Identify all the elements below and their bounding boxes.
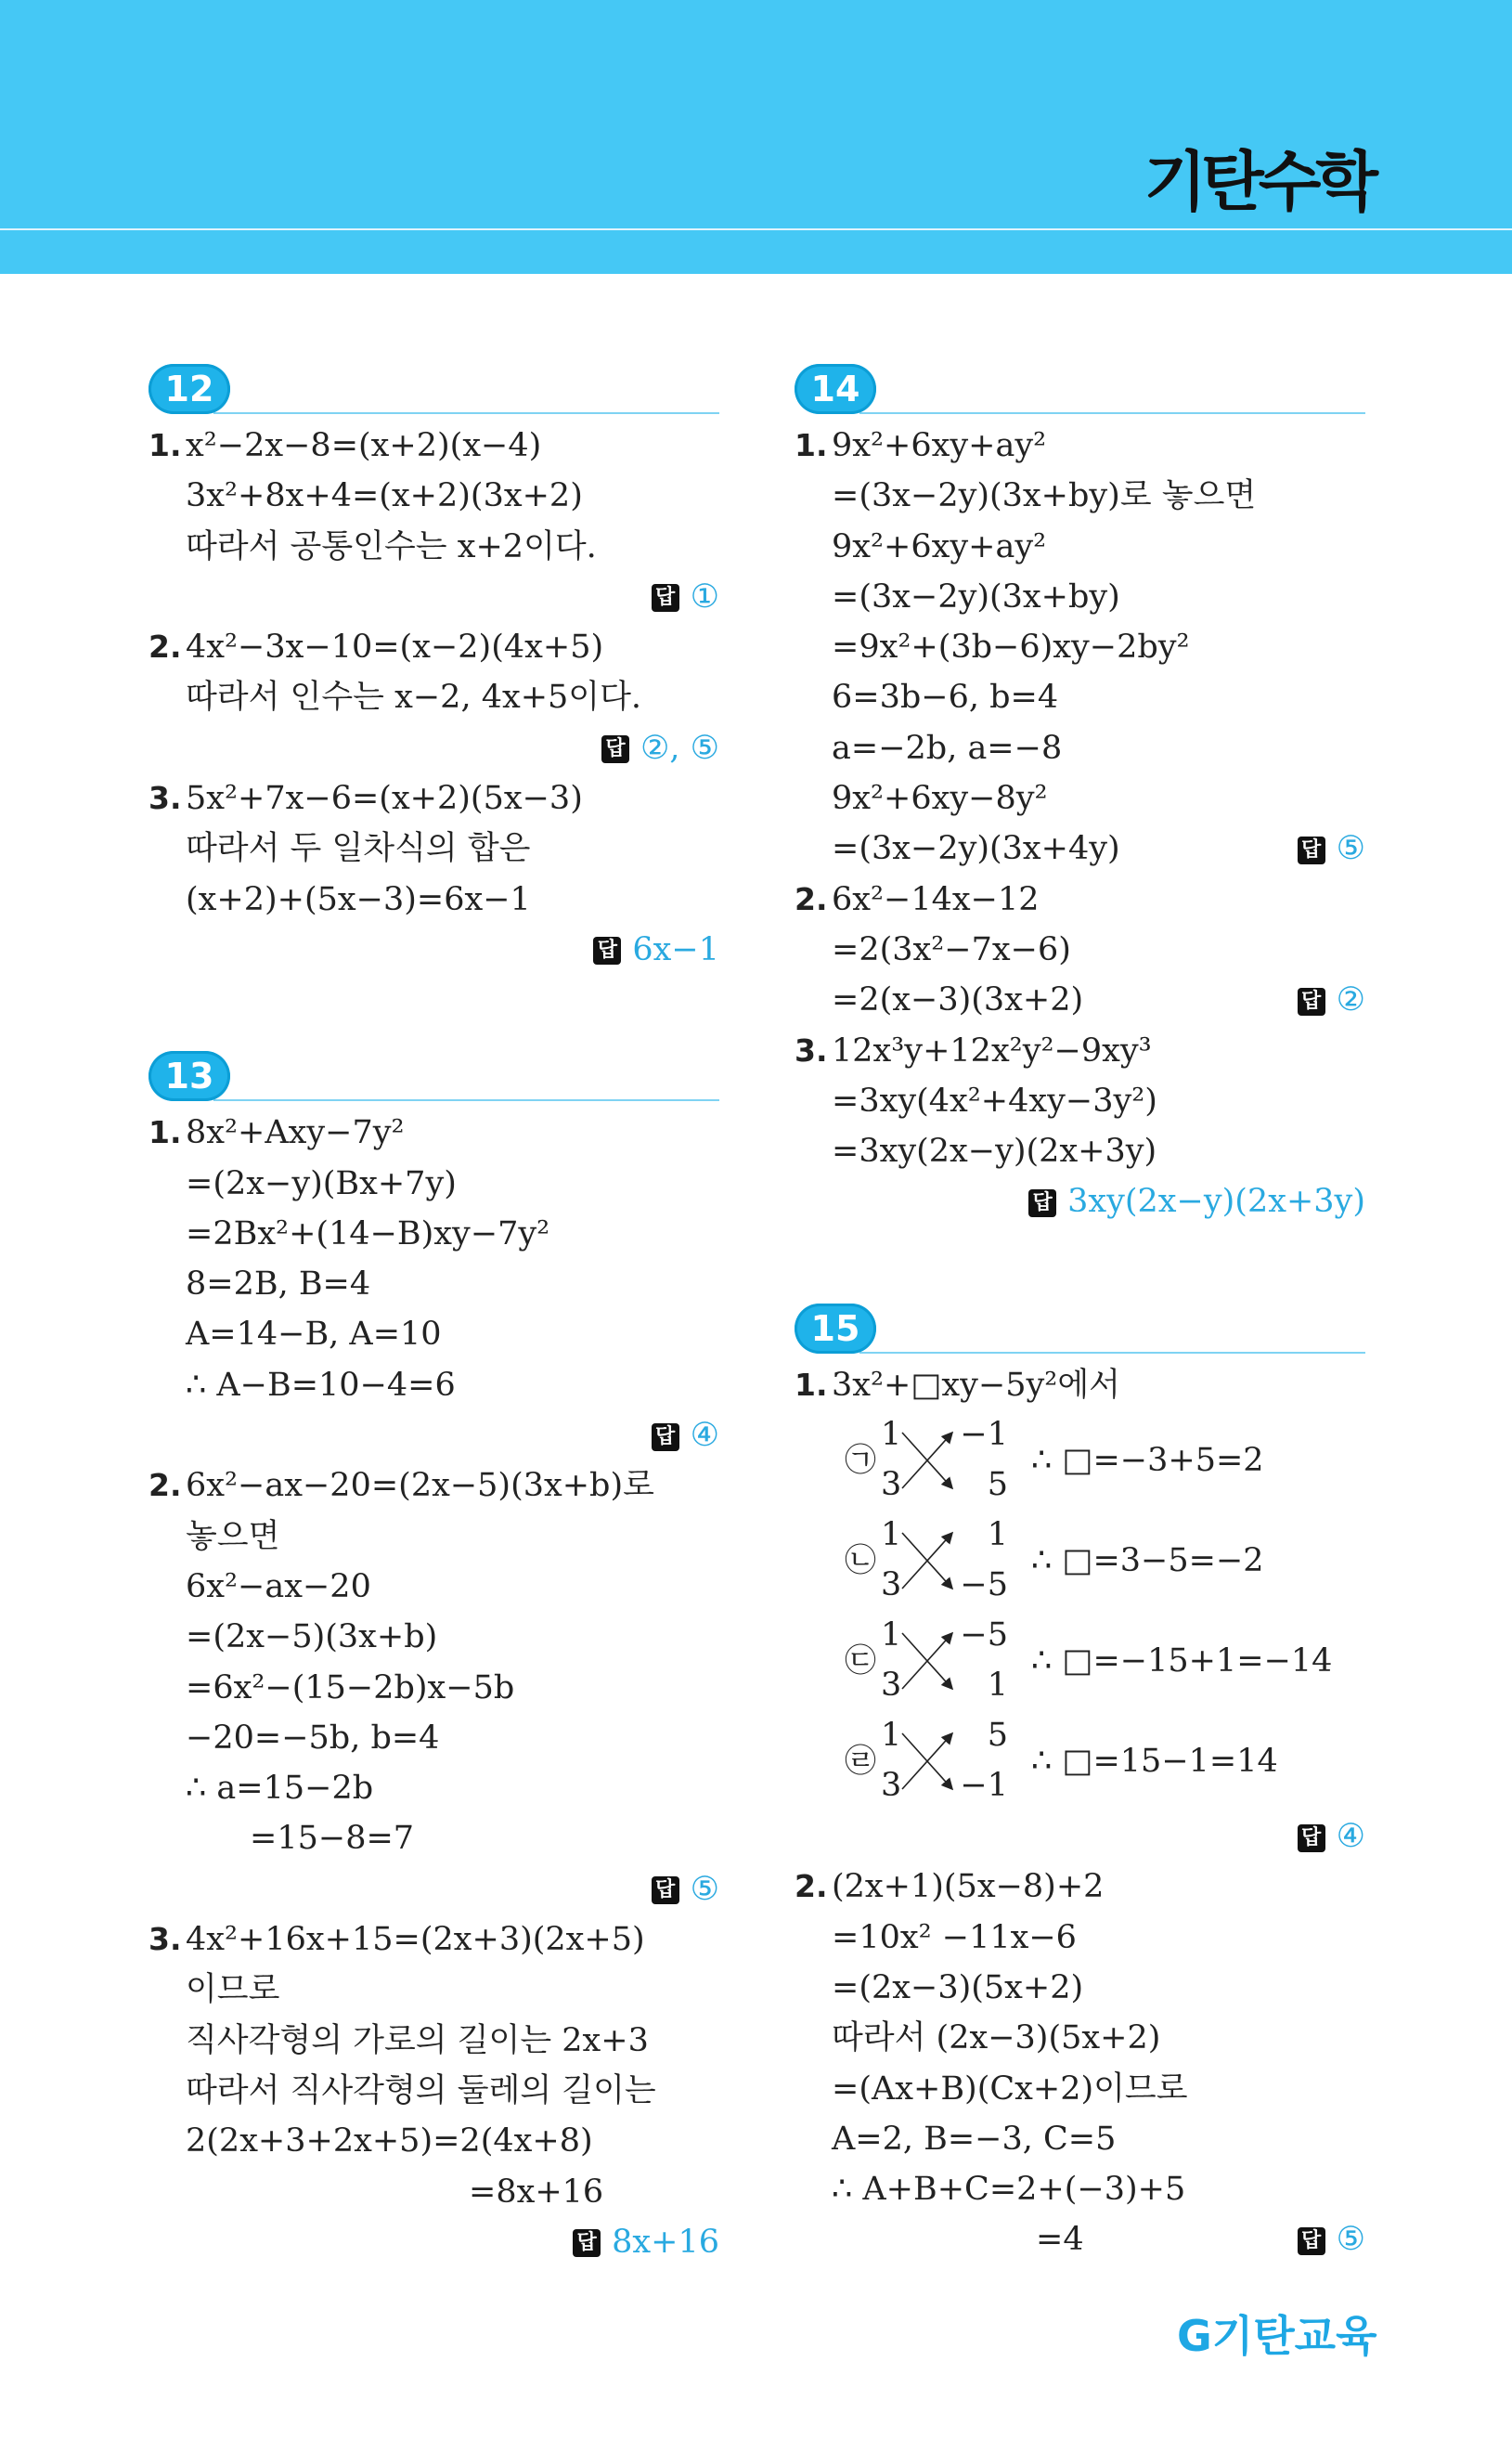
publisher-logo: G기탄교육 xyxy=(1177,2311,1377,2361)
left-bottom-factor: 3 xyxy=(881,1466,902,1504)
page-header-band xyxy=(0,0,1512,274)
solution-line xyxy=(149,522,719,572)
item-number: 1. xyxy=(795,1366,828,1403)
solution-text: A=2, B=−3, C=5 xyxy=(832,2120,1117,2158)
solution-text: 6x²−14x−12 xyxy=(832,880,1040,918)
solution-text: 3x²+8x+4=(x+2)(3x+2) xyxy=(186,477,583,515)
solution-line xyxy=(795,925,1365,975)
solution-line xyxy=(795,572,1365,622)
answer xyxy=(149,925,719,975)
case-label: ㉣ xyxy=(845,1743,876,1781)
cross-multiplication-row xyxy=(795,1711,1365,1811)
solution-text: 3x²+□xy−5y²에서 xyxy=(832,1366,1120,1404)
answer xyxy=(795,1176,1365,1226)
solution-line xyxy=(149,1663,719,1713)
solution-line xyxy=(795,622,1365,672)
solution-text: 9x²+6xy+ay² xyxy=(832,527,1047,565)
cross-result: ∴ □=3−5=−2 xyxy=(1031,1542,1264,1580)
left-top-factor: 1 xyxy=(881,1616,902,1654)
answer xyxy=(149,1410,719,1460)
case-label: ㉠ xyxy=(845,1442,876,1480)
solution-text: =9x²+(3b−6)xy−2by² xyxy=(832,629,1190,667)
case-label: ㉡ xyxy=(845,1542,876,1580)
solution-line xyxy=(795,975,1365,1025)
answer-marker-icon: 답 xyxy=(1298,988,1325,1016)
solution-line xyxy=(149,622,719,672)
answer xyxy=(1298,975,1365,1025)
section-header xyxy=(149,1051,719,1101)
right-column xyxy=(795,364,1365,2265)
solution-text: =3xy(2x−y)(2x+3y) xyxy=(832,1133,1157,1171)
right-bottom-factor: −1 xyxy=(960,1767,1008,1805)
solution-text: (2x+1)(5x−8)+2 xyxy=(832,1868,1105,1906)
answer-value: ⑤ xyxy=(1336,830,1365,868)
solution-text: 따라서 두 일차식의 합은 xyxy=(186,830,531,868)
solution-line xyxy=(795,2164,1365,2214)
answer xyxy=(1298,2214,1365,2264)
solution-line xyxy=(149,1612,719,1662)
answer-value: ⑤ xyxy=(690,1870,719,1908)
answer-value: ②, ⑤ xyxy=(640,729,719,767)
solution-text: =15−8=7 xyxy=(250,1820,415,1858)
solution-line xyxy=(149,2016,719,2066)
solution-text: 따라서 (2x−3)(5x+2) xyxy=(832,2019,1161,2057)
solution-text: ∴ A−B=10−4=6 xyxy=(186,1366,456,1404)
answer-value: ① xyxy=(690,577,719,616)
solution-text: 직사각형의 가로의 길이는 2x+3 xyxy=(186,2021,649,2059)
right-top-factor: 5 xyxy=(987,1717,1008,1755)
left-top-factor: 1 xyxy=(881,1717,902,1755)
solution-text: 8x²+Axy−7y² xyxy=(186,1114,405,1152)
problem-section xyxy=(149,364,719,975)
solution-line xyxy=(795,2064,1365,2114)
right-bottom-factor: 5 xyxy=(987,1466,1008,1504)
section-header xyxy=(795,1304,1365,1354)
answer-marker-icon: 답 xyxy=(1028,1189,1056,1217)
item-number: 1. xyxy=(149,427,182,463)
section-number-badge: 12 xyxy=(149,364,230,414)
solution-line xyxy=(149,1259,719,1309)
solution-text: A=14−B, A=10 xyxy=(186,1316,442,1354)
solution-text: 4x²−3x−10=(x−2)(4x+5) xyxy=(186,629,604,667)
solution-line xyxy=(149,672,719,722)
answer-marker-icon: 답 xyxy=(1298,837,1325,864)
left-bottom-factor: 3 xyxy=(881,1566,902,1604)
solution-text: =8x+16 xyxy=(469,2173,604,2211)
answer-marker-icon: 답 xyxy=(601,735,629,763)
right-top-factor: −1 xyxy=(960,1416,1008,1454)
answer-marker-icon: 답 xyxy=(652,1876,679,1904)
solution-text: 2(2x+3+2x+5)=2(4x+8) xyxy=(186,2122,593,2160)
solution-text: =(2x−5)(3x+b) xyxy=(186,1618,438,1656)
solution-text: 8=2B, B=4 xyxy=(186,1265,371,1304)
right-bottom-factor: −5 xyxy=(960,1566,1008,1604)
answer-value: ④ xyxy=(1336,1818,1365,1856)
solution-text: =(3x−2y)(3x+4y) xyxy=(832,830,1120,868)
solution-line xyxy=(795,1360,1365,1410)
problem-section xyxy=(795,1304,1365,2265)
section-rule xyxy=(213,412,719,414)
solution-text: 따라서 인수는 x−2, 4x+5이다. xyxy=(186,679,642,717)
solution-line xyxy=(149,875,719,925)
left-bottom-factor: 3 xyxy=(881,1667,902,1705)
cross-result: ∴ □=−3+5=2 xyxy=(1031,1442,1264,1480)
solution-line xyxy=(795,2214,1365,2264)
answer-value: 8x+16 xyxy=(612,2223,719,2261)
section-rule xyxy=(859,1352,1365,1354)
answer-value: ④ xyxy=(690,1417,719,1455)
solution-line xyxy=(149,1108,719,1158)
solution-line xyxy=(795,471,1365,521)
solution-text: 9x²+6xy+ay² xyxy=(832,427,1047,464)
solution-line xyxy=(795,1913,1365,1963)
solution-line xyxy=(149,1360,719,1410)
solution-line xyxy=(149,421,719,471)
solution-line xyxy=(795,773,1365,824)
cross-result: ∴ □=−15+1=−14 xyxy=(1031,1642,1333,1680)
solution-text: =(2x−3)(5x+2) xyxy=(832,1968,1084,2006)
solution-line xyxy=(795,1026,1365,1076)
solution-line xyxy=(149,1209,719,1259)
header-divider xyxy=(0,228,1512,230)
answer-marker-icon: 답 xyxy=(652,584,679,612)
cross-arrows-icon xyxy=(898,1724,958,1798)
solution-line xyxy=(795,421,1365,471)
solution-text: 따라서 공통인수는 x+2이다. xyxy=(186,527,597,565)
solution-text: a=−2b, a=−8 xyxy=(832,729,1063,767)
solution-text: x²−2x−8=(x+2)(x−4) xyxy=(186,427,542,464)
solution-text: 따라서 직사각형의 둘레의 길이는 xyxy=(186,2071,656,2109)
solution-line xyxy=(149,1813,719,1863)
solution-line xyxy=(795,522,1365,572)
solution-line xyxy=(149,471,719,521)
answer xyxy=(149,572,719,622)
answer-marker-icon: 답 xyxy=(573,2229,601,2257)
cross-multiplication-row xyxy=(795,1611,1365,1711)
answer-value: ② xyxy=(1336,981,1365,1019)
solution-text: 이므로 xyxy=(186,1971,280,2009)
item-number: 3. xyxy=(149,780,182,817)
solution-line xyxy=(149,1309,719,1359)
solution-line xyxy=(795,2114,1365,2164)
solution-text: 놓으면 xyxy=(186,1517,280,1555)
solution-text: =2Bx²+(14−B)xy−7y² xyxy=(186,1214,550,1252)
solution-text: =4 xyxy=(1036,2221,1084,2259)
solution-text: =3xy(4x²+4xy−3y²) xyxy=(832,1082,1157,1120)
section-rule xyxy=(859,412,1365,414)
solution-line xyxy=(795,1963,1365,2013)
cross-multiplication-row xyxy=(795,1511,1365,1611)
right-bottom-factor: 1 xyxy=(987,1667,1008,1705)
item-number: 3. xyxy=(795,1031,828,1069)
cross-result: ∴ □=15−1=14 xyxy=(1031,1743,1278,1781)
item-number: 2. xyxy=(149,629,182,666)
solution-line xyxy=(149,1713,719,1763)
solution-line xyxy=(149,773,719,824)
solution-line xyxy=(149,2116,719,2166)
solution-line xyxy=(795,875,1365,925)
solution-text: =(Ax+B)(Cx+2)이므로 xyxy=(832,2069,1188,2108)
solution-line xyxy=(795,824,1365,874)
answer-marker-icon: 답 xyxy=(1298,2227,1325,2255)
answer xyxy=(795,1811,1365,1862)
solution-text: =(3x−2y)(3x+by) xyxy=(832,577,1120,616)
solution-text: 6=3b−6, b=4 xyxy=(832,679,1059,717)
solution-text: =6x²−(15−2b)x−5b xyxy=(186,1668,515,1706)
solution-line xyxy=(149,1511,719,1562)
answer xyxy=(1298,824,1365,874)
problem-section xyxy=(795,364,1365,1227)
section-header xyxy=(795,364,1365,414)
solution-text: 6x²−ax−20 xyxy=(186,1567,371,1605)
solution-text: ∴ a=15−2b xyxy=(186,1770,374,1808)
item-number: 1. xyxy=(795,427,828,463)
cross-arrows-icon xyxy=(898,1624,958,1698)
solution-text: 5x²+7x−6=(x+2)(5x−3) xyxy=(186,780,583,818)
cross-arrows-icon xyxy=(898,1524,958,1598)
section-number-badge: 14 xyxy=(795,364,876,414)
item-number: 1. xyxy=(149,1114,182,1151)
item-number: 3. xyxy=(149,1921,182,1958)
left-top-factor: 1 xyxy=(881,1416,902,1454)
solution-text: 9x²+6xy−8y² xyxy=(832,780,1048,818)
solution-line xyxy=(149,1914,719,1965)
solution-text: 4x²+16x+15=(2x+3)(2x+5) xyxy=(186,1921,645,1959)
solution-text: =(3x−2y)(3x+by)로 놓으면 xyxy=(832,477,1257,515)
solution-line xyxy=(795,1862,1365,1912)
answer-marker-icon: 답 xyxy=(1298,1824,1325,1852)
answer-value: 6x−1 xyxy=(632,930,719,968)
solution-line xyxy=(795,1076,1365,1126)
solution-line xyxy=(149,824,719,874)
solution-line xyxy=(149,1763,719,1813)
solution-text: (x+2)+(5x−3)=6x−1 xyxy=(186,880,531,918)
solution-line xyxy=(149,2167,719,2217)
solution-line xyxy=(795,672,1365,722)
solution-text: −20=−5b, b=4 xyxy=(186,1719,440,1757)
left-column xyxy=(149,364,719,2267)
left-top-factor: 1 xyxy=(881,1516,902,1554)
solution-text: =10x² −11x−6 xyxy=(832,1918,1077,1956)
solution-line xyxy=(795,723,1365,773)
brand-logo: 기탄수학 xyxy=(1144,144,1373,220)
section-header xyxy=(149,364,719,414)
solution-line xyxy=(149,1460,719,1511)
answer-value: 3xy(2x−y)(2x+3y) xyxy=(1067,1183,1365,1221)
cross-arrows-icon xyxy=(898,1423,958,1498)
answer-marker-icon: 답 xyxy=(652,1423,679,1451)
answer xyxy=(149,1864,719,1914)
item-number: 2. xyxy=(795,1868,828,1905)
problem-section xyxy=(149,1051,719,2267)
item-number: 2. xyxy=(795,880,828,917)
answer-value: ⑤ xyxy=(1336,2221,1365,2259)
solution-text: =2(3x²−7x−6) xyxy=(832,930,1071,968)
solution-text: 12x³y+12x²y²−9xy³ xyxy=(832,1031,1152,1070)
section-number-badge: 13 xyxy=(149,1051,230,1101)
section-number-badge: 15 xyxy=(795,1304,876,1354)
solution-text: 6x²−ax−20=(2x−5)(3x+b)로 xyxy=(186,1467,654,1505)
solution-line xyxy=(149,1159,719,1209)
item-number: 2. xyxy=(149,1467,182,1504)
solution-text: ∴ A+B+C=2+(−3)+5 xyxy=(832,2171,1186,2209)
solution-line xyxy=(795,1126,1365,1176)
case-label: ㉢ xyxy=(845,1642,876,1680)
solution-line xyxy=(149,1562,719,1612)
solution-line xyxy=(149,1965,719,2015)
cross-multiplication-row xyxy=(795,1410,1365,1511)
solution-text: =(2x−y)(Bx+7y) xyxy=(186,1164,457,1202)
section-rule xyxy=(213,1099,719,1101)
solution-line xyxy=(149,2066,719,2116)
left-bottom-factor: 3 xyxy=(881,1767,902,1805)
solution-text: =2(x−3)(3x+2) xyxy=(832,981,1084,1019)
right-top-factor: 1 xyxy=(987,1516,1008,1554)
solution-line xyxy=(795,2013,1365,2063)
answer-marker-icon: 답 xyxy=(593,937,621,965)
answer xyxy=(149,2217,719,2267)
right-top-factor: −5 xyxy=(960,1616,1008,1654)
answer xyxy=(149,723,719,773)
